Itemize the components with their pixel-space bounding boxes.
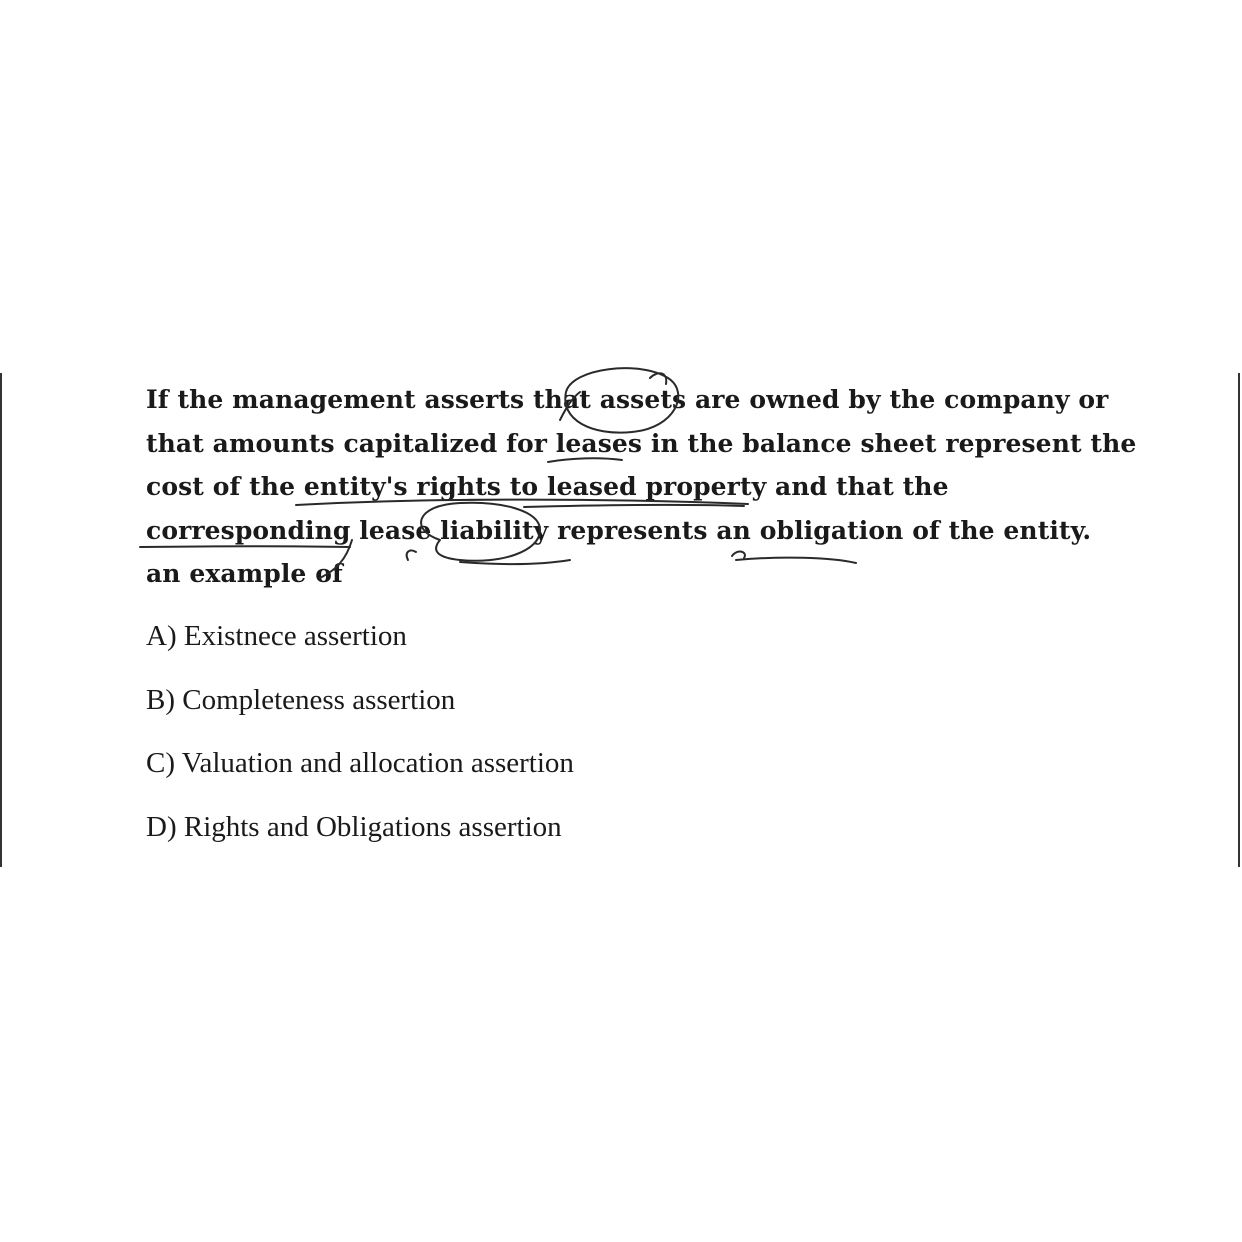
- option-b[interactable]: B) Completeness assertion: [146, 683, 456, 716]
- question-line: cost of the entity's rights to leased property and that the: [146, 472, 949, 501]
- option-c[interactable]: C) Valuation and allocation assertion: [146, 747, 574, 779]
- question-line: If the management asserts that assets are owned by the company or: [146, 385, 1109, 414]
- answer-options: [146, 612, 574, 866]
- question-line: corresponding lease liability represents an obligation of the entity.: [146, 515, 1092, 545]
- question-line: an example of: [146, 559, 343, 588]
- page-edge-right: [1238, 373, 1240, 867]
- question-line: that amounts capitalized for leases in the balance sheet represent the: [146, 428, 1137, 458]
- page-edge-left: [0, 373, 2, 867]
- option-d[interactable]: D) Rights and Obligations assertion: [146, 810, 562, 843]
- question-text: [146, 378, 1146, 596]
- option-a[interactable]: A) Existnece assertion: [146, 620, 407, 652]
